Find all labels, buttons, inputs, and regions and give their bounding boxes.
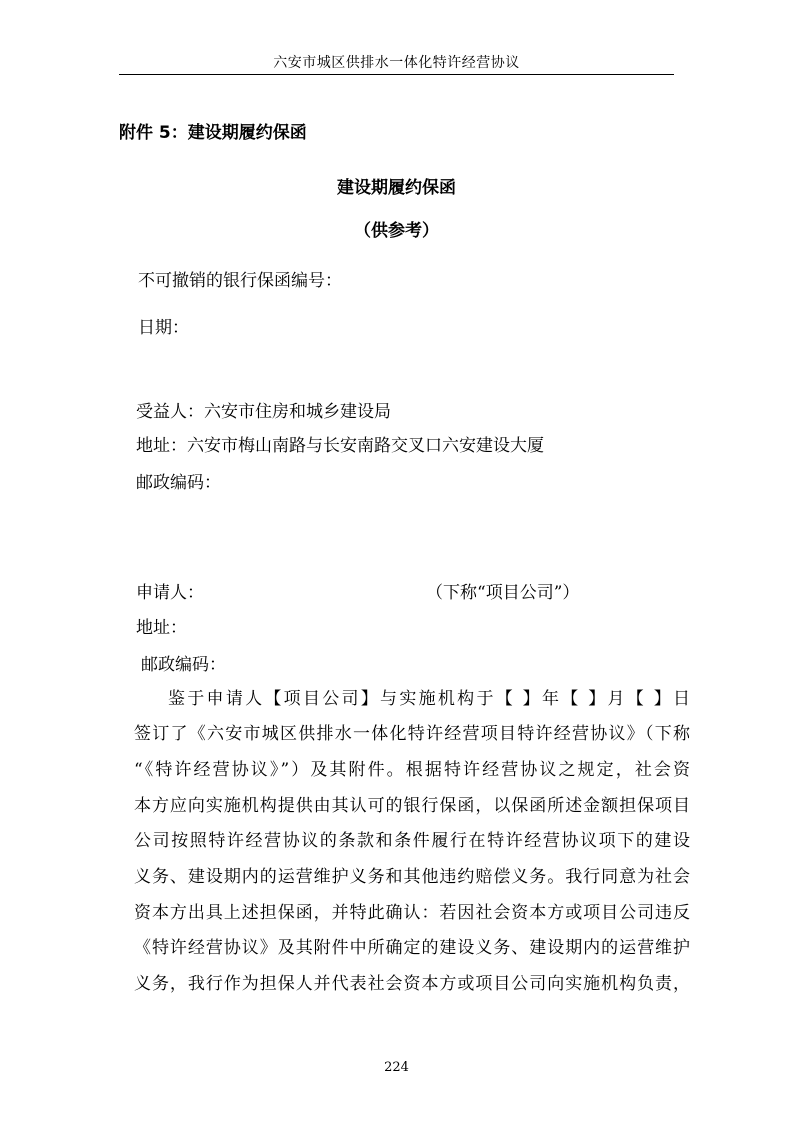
body-paragraph-line: 公司按照特许经营协议的条款和条件履行在特许经营协议项下的建设 xyxy=(134,831,690,851)
page-number: 224 xyxy=(384,1060,409,1075)
body-paragraph-line: 鉴于申请人【项目公司】与实施机构于【 】年【 】月【 】日 xyxy=(168,689,690,709)
beneficiary-postcode: 邮政编码： xyxy=(136,473,221,493)
attachment-heading: 附件 5：建设期履约保函 xyxy=(119,123,307,143)
document-title: 建设期履约保函 xyxy=(337,178,456,198)
header-rule xyxy=(119,74,674,75)
body-paragraph-line: 资本方出具上述担保函，并特此确认：若因社会资本方或项目公司违反 xyxy=(134,903,690,923)
applicant-label: 申请人： xyxy=(136,583,204,603)
body-paragraph-line: 本方应向实施机构提供由其认可的银行保函，以保函所述金额担保项目 xyxy=(134,796,690,816)
beneficiary-address: 地址：六安市梅山南路与长安南路交叉口六安建设大厦 xyxy=(136,436,544,456)
body-paragraph-line: 义务、建设期内的运营维护义务和其他违约赔偿义务。我行同意为社会 xyxy=(134,867,690,887)
applicant-alias: （下称“项目公司”） xyxy=(426,583,580,603)
guarantee-number-label: 不可撤销的银行保函编号： xyxy=(138,271,342,291)
date-label: 日期： xyxy=(138,318,189,338)
applicant-address: 地址： xyxy=(136,618,187,638)
running-header: 六安市城区供排水一体化特许经营协议 xyxy=(273,55,520,71)
body-paragraph-line: 《特许经营协议》及其附件中所确定的建设义务、建设期内的运营维护 xyxy=(134,938,690,958)
body-paragraph-line: “《特许经营协议》”）及其附件。根据特许经营协议之规定，社会资 xyxy=(134,760,690,780)
beneficiary-line: 受益人：六安市住房和城乡建设局 xyxy=(136,402,391,422)
body-paragraph-line: 签订了《六安市城区供排水一体化特许经营项目特许经营协议》（下称 xyxy=(134,724,690,744)
document-subtitle: （供参考） xyxy=(354,221,439,241)
body-paragraph-line: 义务，我行作为担保人并代表社会资本方或项目公司向实施机构负责， xyxy=(134,974,690,994)
applicant-postcode: 邮政编码： xyxy=(141,655,226,675)
